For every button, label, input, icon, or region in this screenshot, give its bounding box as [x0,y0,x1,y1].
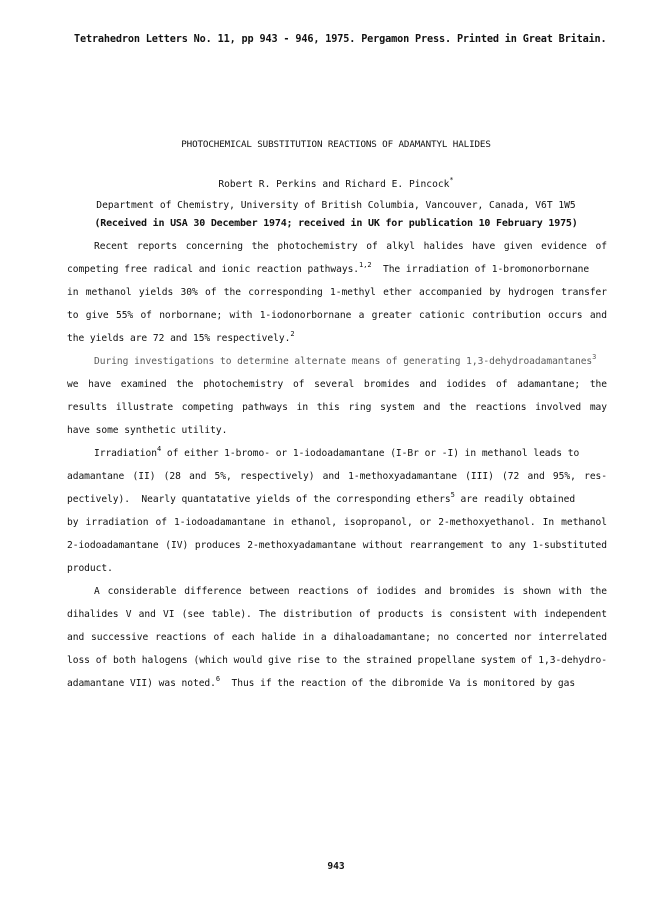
text-run: Thus if the reaction of the dibromide Va is monitored by gas [220,678,576,689]
paragraph-1-line-1: Recent reports concerning the photochemistry of alkyl halides have given evidence of [94,241,607,252]
article-title: PHOTOCHEMICAL SUBSTITUTION REACTIONS OF ADAMANTYL HALIDES [181,139,491,150]
corresponding-author-mark: * [449,176,454,184]
paragraph-1-line-5 [67,330,607,344]
received-dates: (Received in USA 30 December 1974; received in UK for publication 10 February 1975) [94,218,578,229]
paragraph-2-line-1 [94,353,607,367]
text-run: pectively). Nearly quantatative yields of the corresponding ethers [67,494,451,505]
paragraph-1-line-3: in methanol yields 30% of the corresponding 1-methyl ether accompanied by hydrogen transfer [67,287,607,298]
text-run: During investigations to determine alternate means of generating 1,3-dehydroadamantanes [94,356,593,367]
author-line [0,176,672,190]
reference-superscript: 1,2 [359,261,372,269]
page-number: 943 [327,861,345,872]
paragraph-3-line-2: adamantane (II) (28 and 5%, respectively) and 1-methoxyadamantane (III) (72 and 95%, res- [67,471,607,482]
authors-text: Robert R. Perkins and Richard E. Pincock [218,179,450,190]
paragraph-2-line-4: have some synthetic utility. [67,425,228,436]
paragraph-3-line-4: by irradiation of 1-iodoadamantane in ethanol, isopropanol, or 2-methoxyethanol. In methanol [67,517,607,528]
paragraph-3-line-3 [67,491,607,505]
paragraph-1-line-4: to give 55% of norbornane; with 1-iodonorbornane a greater cationic contribution occurs and [67,310,607,321]
reference-superscript: 5 [450,491,455,499]
journal-header: Tetrahedron Letters No. 11, pp 943 - 946, 1975. Pergamon Press. Printed in Great Britain. [74,34,607,45]
reference-superscript: 3 [592,353,597,361]
paragraph-1-line-2 [67,261,607,275]
reference-superscript: 4 [157,445,162,453]
text-run: adamantane VII) was noted. [67,678,216,689]
text-run: The irradiation of 1-bromonorbornane [371,264,590,275]
paragraph-4-line-1: A considerable difference between reactions of iodides and bromides is shown with the [94,586,607,597]
paragraph-3-line-1 [94,445,607,459]
paragraph-2-line-2: we have examined the photochemistry of several bromides and iodides of adamantane; the [67,379,607,390]
paragraph-3-line-5: 2-iodoadamantane (IV) produces 2-methoxyadamantane without rearrangement to any 1-substituted [67,540,607,551]
paragraph-3-line-6: product. [67,563,113,574]
text-run: are readily obtained [454,494,576,505]
text-run: the yields are 72 and 15% respectively. [67,333,291,344]
text-run: Irradiation [94,448,157,459]
text-run: of either 1-bromo- or 1-iodoadamantane (I-Br or -I) in methanol leads to [161,448,580,459]
paragraph-4-line-5 [67,675,607,689]
paragraph-4-line-2: dihalides V and VI (see table). The distribution of products is consistent with independent [67,609,607,620]
affiliation: Department of Chemistry, University of British Columbia, Vancouver, Canada, V6T 1W5 [96,200,576,211]
reference-superscript: 2 [290,330,295,338]
paragraph-4-line-3: and successive reactions of each halide in a dihaloadamantane; no concerted nor interrelated [67,632,607,643]
paragraph-2-line-3: results illustrate competing pathways in this ring system and the reactions involved may [67,402,607,413]
paragraph-4-line-4: loss of both halogens (which would give rise to the strained propellane system of 1,3-dehydro- [67,655,607,666]
text-run: competing free radical and ionic reaction pathways. [67,264,360,275]
reference-superscript: 6 [215,675,221,683]
